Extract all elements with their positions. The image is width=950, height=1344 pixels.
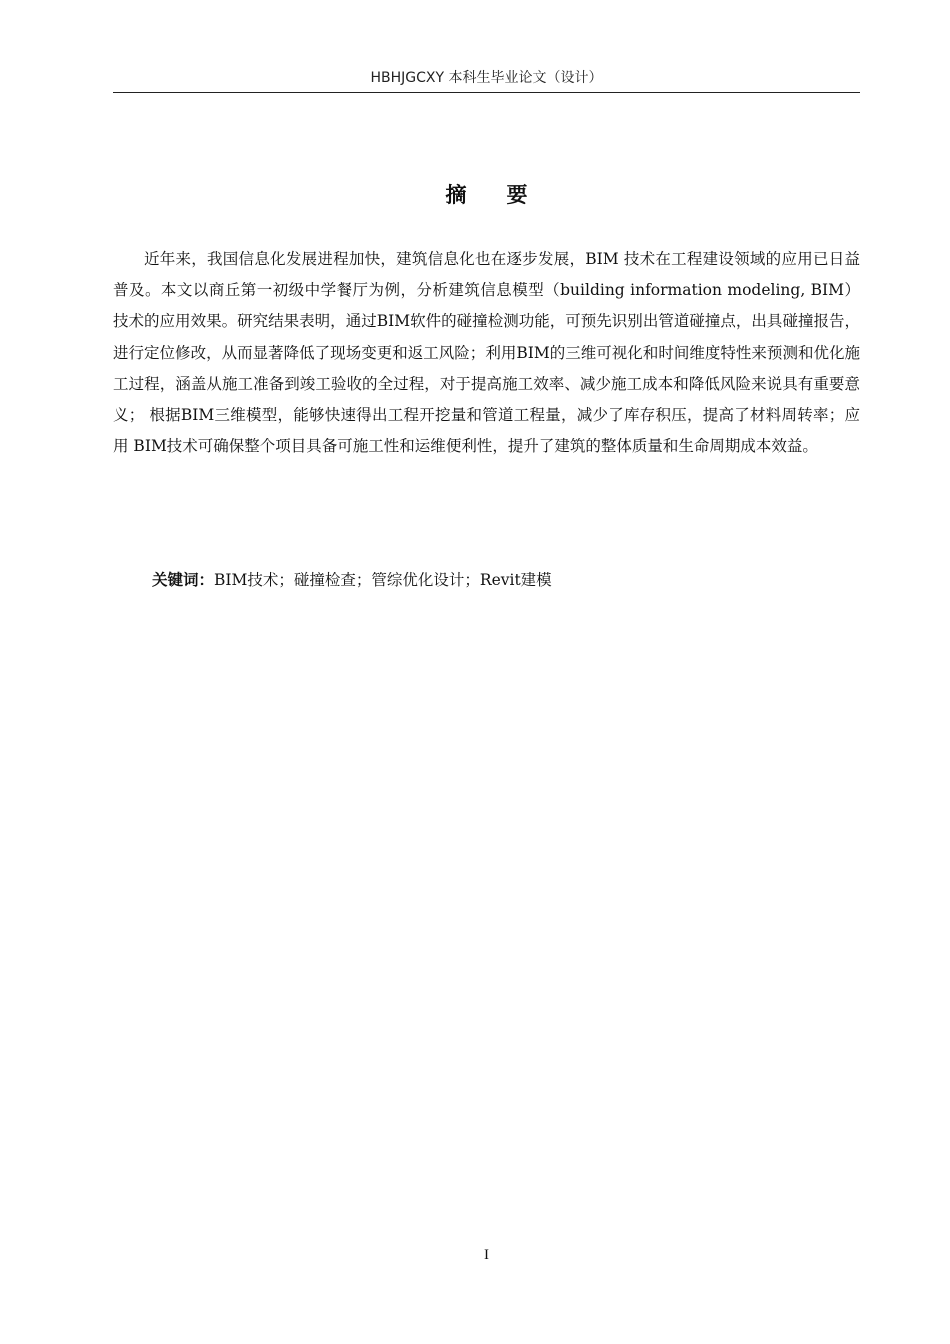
keywords-list: BIM技术；碰撞检查；管综优化设计；Revit建模 xyxy=(214,571,552,589)
abstract-title xyxy=(113,180,860,210)
page-number: I xyxy=(484,1247,489,1263)
abstract-paragraph: 近年来，我国信息化发展进程加快，建筑信息化也在逐步发展，BIM 技术在工程建设领域的应用已日益普及。本文以商丘第一初级中学餐厅为例，分析建筑信息模型（building information modeling, BIM）技术的应用效果。研究结果表明，通过BIM软件的碰撞检测功能，可预先识别出管道碰撞点，出具碰撞报告，进行定位修改，从而显著降低了现场变更和返工风险；利用BIM的三维可视化和时间维度特性来预测和优化施工过程，涵盖从施工准备到竣工验收的全过程，对于提高施工效率、减少施工成本和降低风险来说具有重要意义； 根据BIM三维模型，能够快速得出工程开挖量和管道工程量，减少了库存积压，提高了材料周转率；应用 BIM技术可确保整个项目具备可施工性和运维便利性，提升了建筑的整体质量和生命周期成本效益。 xyxy=(113,250,860,456)
abstract-title-char-1: 摘 xyxy=(445,183,467,207)
keywords-line xyxy=(152,566,860,594)
keywords-label: 关键词： xyxy=(152,571,215,589)
abstract-title-char-2: 要 xyxy=(506,183,528,207)
header-divider xyxy=(113,92,860,93)
running-header: HBHJGCXY 本科生毕业论文（设计） xyxy=(370,70,603,86)
